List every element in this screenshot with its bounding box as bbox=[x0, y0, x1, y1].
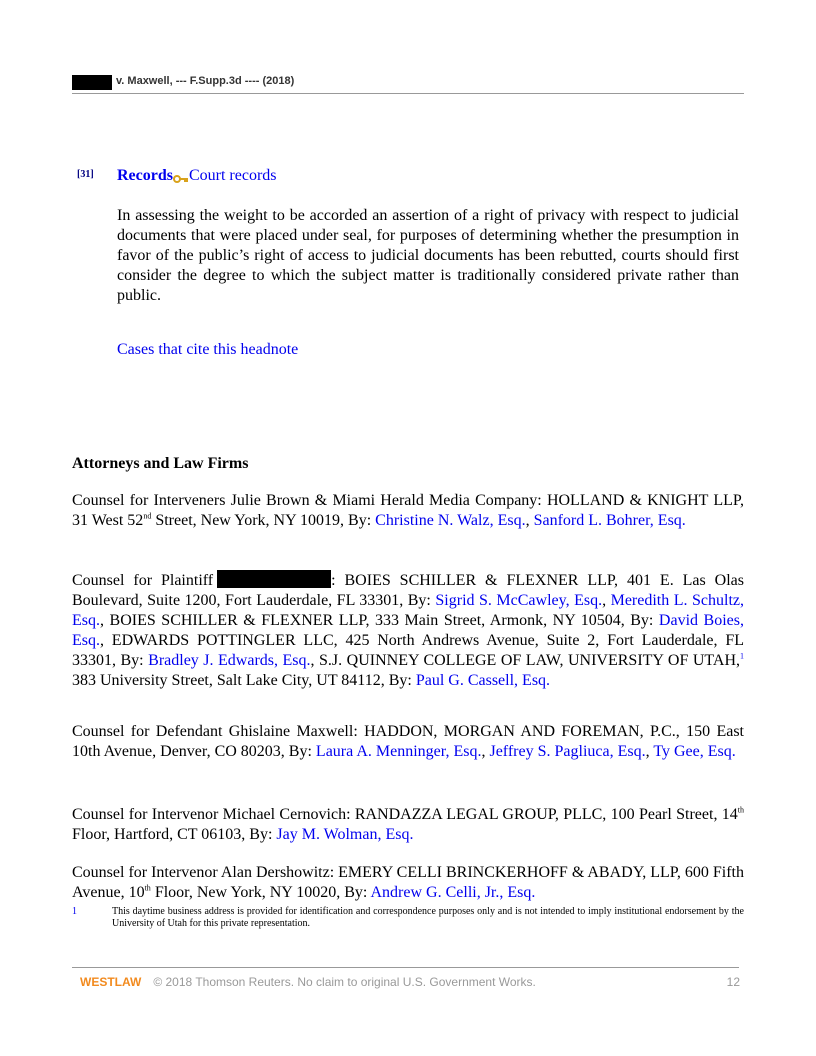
footer-divider bbox=[72, 967, 739, 968]
running-header bbox=[72, 71, 744, 94]
page-footer bbox=[80, 975, 740, 989]
page-number: 12 bbox=[726, 975, 740, 989]
attorney-link[interactable]: Meredith L. Schultz, Esq. bbox=[72, 592, 745, 629]
counsel-text: Floor, Hartford, CT 06103, By: bbox=[72, 826, 277, 843]
counsel-paragraph-dershowitz bbox=[72, 863, 744, 903]
attorney-link[interactable]: Paul G. Cassell, Esq. bbox=[415, 672, 551, 689]
counsel-text: , bbox=[645, 743, 654, 760]
headnote-number[interactable]: [31] bbox=[77, 169, 94, 180]
counsel-text: , bbox=[481, 743, 490, 760]
key-number-icon bbox=[173, 171, 189, 181]
counsel-text: 383 University Street, Salt Lake City, UT 84112, By: bbox=[72, 672, 416, 689]
counsel-paragraph-defendant bbox=[72, 722, 744, 762]
attorneys-heading: Attorneys and Law Firms bbox=[72, 455, 249, 472]
counsel-paragraph-cernovich bbox=[72, 805, 744, 845]
case-title: v. Maxwell, --- F.Supp.3d ---- (2018) bbox=[116, 75, 295, 87]
headnote-topic bbox=[117, 167, 277, 185]
attorney-link[interactable]: Ty Gee, Esq. bbox=[653, 743, 736, 760]
counsel-text: Floor, New York, NY 10020, By: bbox=[150, 884, 371, 901]
attorney-link[interactable]: Sigrid S. McCawley, Esq. bbox=[435, 592, 603, 609]
attorney-link[interactable]: David Boies, Esq. bbox=[72, 612, 745, 649]
redaction-block bbox=[72, 75, 112, 90]
ordinal-suffix: th bbox=[144, 883, 151, 893]
topic-link[interactable]: Records bbox=[117, 167, 173, 184]
attorney-link[interactable]: Andrew G. Celli, Jr., Esq. bbox=[370, 884, 536, 901]
counsel-text: , bbox=[525, 512, 534, 529]
counsel-text: Counsel for Intervenor Alan Dershowitz: EMERY CELLI BRINCKERHOFF & ABADY, LLP, 600 Fifth Avenue, 10 bbox=[72, 864, 744, 901]
counsel-text: Counsel for Defendant Ghislaine Maxwell: HADDON, MORGAN AND FOREMAN, P.C., 150 East 10th Avenue, Denver, CO 80203, By: bbox=[72, 723, 744, 760]
westlaw-logo: WESTLAW bbox=[80, 975, 142, 989]
ordinal-suffix: nd bbox=[143, 511, 152, 521]
footnote bbox=[72, 906, 744, 930]
footnote-reference[interactable]: 1 bbox=[740, 651, 745, 661]
headnote-text: In assessing the weight to be accorded an assertion of a right of privacy with respect to judicial documents that were placed under seal, for purposes of determining whether the presumption in favor of the public’s right of access to judicial documents has been rebutted, courts should first consider the degree to which the subject matter is traditionally considered private rather than public. bbox=[117, 207, 739, 304]
counsel-paragraph-interveners bbox=[72, 491, 744, 531]
subtopic-link[interactable]: Court records bbox=[188, 167, 277, 184]
attorney-link[interactable]: Laura A. Menninger, Esq. bbox=[315, 743, 482, 760]
attorney-link[interactable]: Jay M. Wolman, Esq. bbox=[276, 826, 414, 843]
attorney-link[interactable]: Sanford L. Bohrer, Esq. bbox=[533, 512, 686, 529]
counsel-text: , S.J. QUINNEY COLLEGE OF LAW, UNIVERSITY OF UTAH, bbox=[310, 652, 741, 669]
attorney-link[interactable]: Christine N. Walz, Esq. bbox=[375, 512, 526, 529]
footnote-number[interactable]: 1 bbox=[72, 906, 77, 917]
counsel-text: Counsel for Plaintiff bbox=[72, 572, 214, 589]
counsel-text: : BOIES SCHILLER & FLEXNER LLP, 401 E. Las Olas Boulevard, Suite 1200, Fort Lauderdale, FL 33301, By: bbox=[72, 572, 744, 609]
counsel-text: , BOIES SCHILLER & FLEXNER LLP, 333 Main Street, Armonk, NY 10504, By: bbox=[100, 612, 659, 629]
counsel-text: Counsel for Intervenor Michael Cernovich: RANDAZZA LEGAL GROUP, PLLC, 100 Pearl Street, 14 bbox=[72, 806, 738, 823]
counsel-text: Counsel for Interveners Julie Brown & Miami Herald Media Company: HOLLAND & KNIGHT LLP, 31 West 52 bbox=[72, 492, 744, 529]
ordinal-suffix: th bbox=[737, 805, 744, 815]
counsel-paragraph-plaintiff bbox=[72, 570, 744, 691]
counsel-text: , bbox=[602, 592, 611, 609]
footnote-text: This daytime business address is provided for identification and correspondence purposes only and is not intended to imply institutional endorsement by the University of Utah for this private representation. bbox=[112, 906, 744, 929]
counsel-text: Street, New York, NY 10019, By: bbox=[151, 512, 376, 529]
cases-citing-link[interactable]: Cases that cite this headnote bbox=[117, 341, 299, 358]
copyright-notice: © 2018 Thomson Reuters. No claim to original U.S. Government Works. bbox=[153, 975, 536, 989]
redaction-block bbox=[217, 570, 331, 588]
attorney-link[interactable]: Jeffrey S. Pagliuca, Esq. bbox=[489, 743, 646, 760]
attorney-link[interactable]: Bradley J. Edwards, Esq. bbox=[148, 652, 311, 669]
counsel-text: , EDWARDS POTTINGLER LLC, 425 North Andrews Avenue, Suite 2, Fort Lauderdale, FL 33301, By: bbox=[72, 632, 744, 669]
